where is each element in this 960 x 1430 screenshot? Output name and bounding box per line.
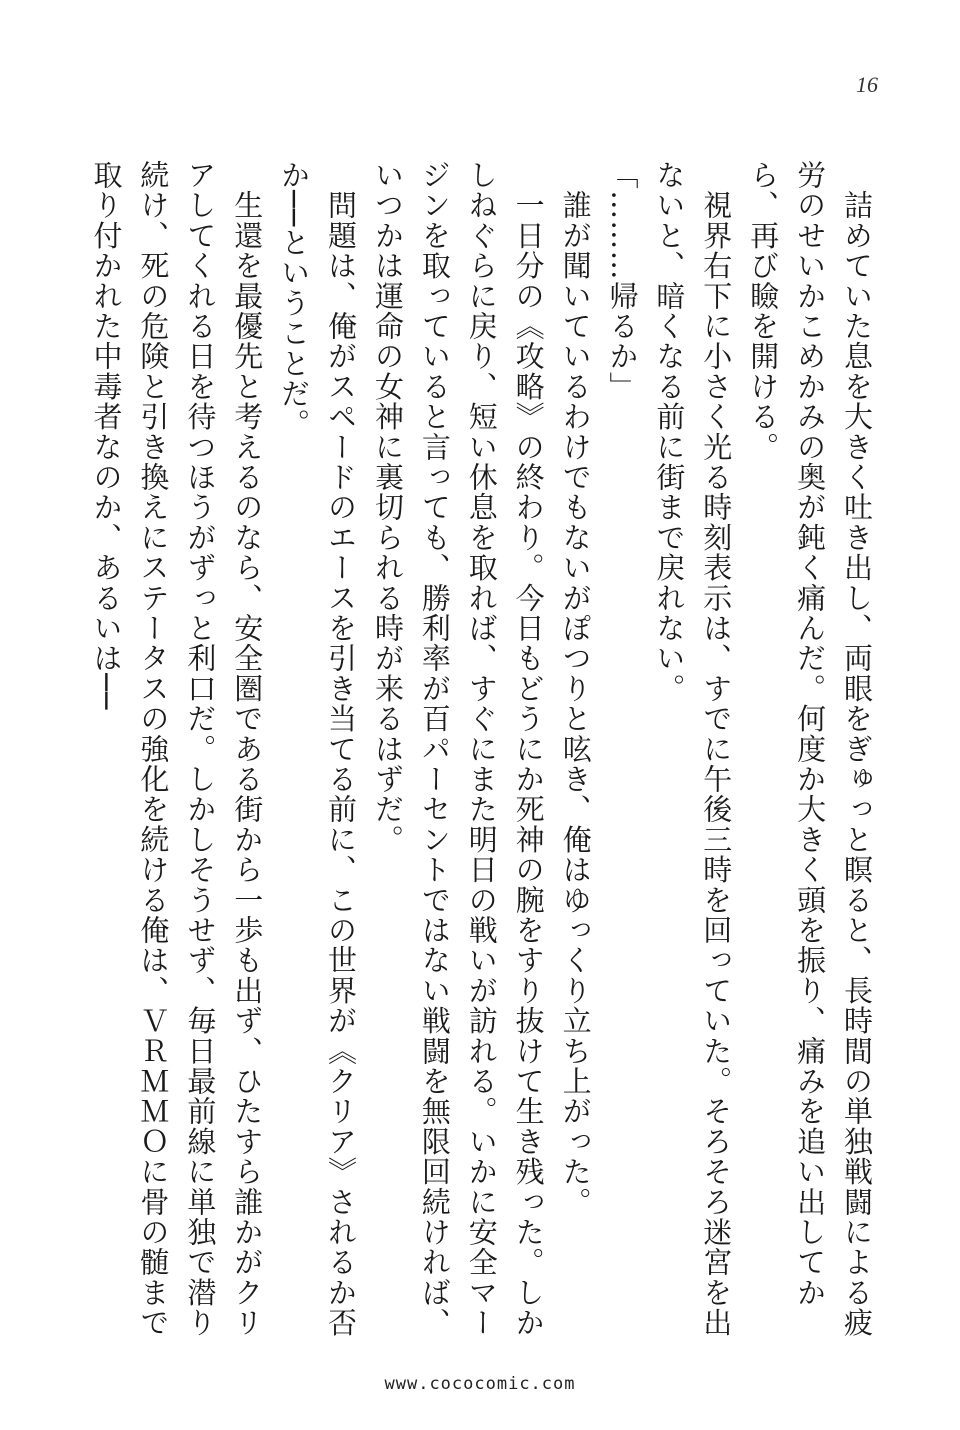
paragraph-1: 詰めていた息を大きく吐き出し、両眼をぎゅっと瞑ると、長時間の単独戦闘による疲労のせいかこめかみの奥が鈍く痛んだ。何度か大きく頭を振り、痛みを追い出してから、再び瞼を開ける。 xyxy=(746,160,874,1338)
paragraph-4: 誰が聞いているわけでもないがぽつりと呟き、俺はゆっくり立ち上がった。 xyxy=(558,160,593,1217)
watermark-url: www.cococomic.com xyxy=(384,1374,576,1394)
paragraph-2: 視界右下に小さく光る時刻表示は、すでに午後三時を回っていた。そろそろ迷宮を出ないと、暗くなる前に街まで戻れない。 xyxy=(652,160,734,1338)
page-number: 16 xyxy=(856,72,878,97)
paragraph-7: 生還を最優先と考えるのなら、安全圏である街から一歩も出ず、ひたすら誰かがクリアしてくれる日を待つほうがずっと利口だ。しかしそうせず、毎日最前線に単独で潜り続け、死の危険と引き換えにステータスの強化を続ける俺は、ＶＲＭＭＯに骨の髄まで取り付かれた中毒者なのか、あるいは── xyxy=(89,160,265,1338)
paragraph-6: 問題は、俺がスペードのエースを引き当てる前に、この世界が《クリア》されるか否か──ということだ。 xyxy=(277,160,359,1338)
paragraph-3: 「………帰るか」 xyxy=(605,160,640,402)
vertical-text-body xyxy=(80,160,880,1340)
paragraph-5: 一日分の《攻略》の終わり。今日もどうにか死神の腕をすり抜けて生き残った。しかしねぐらに戻り、短い休息を取れば、すぐにまた明日の戦いが訪れる。いかに安全マージンを取っていると言っても、勝利率が百パーセントではない戦闘を無限回続ければ、いつかは運命の女神に裏切られる時が来るはずだ。 xyxy=(370,160,546,1338)
